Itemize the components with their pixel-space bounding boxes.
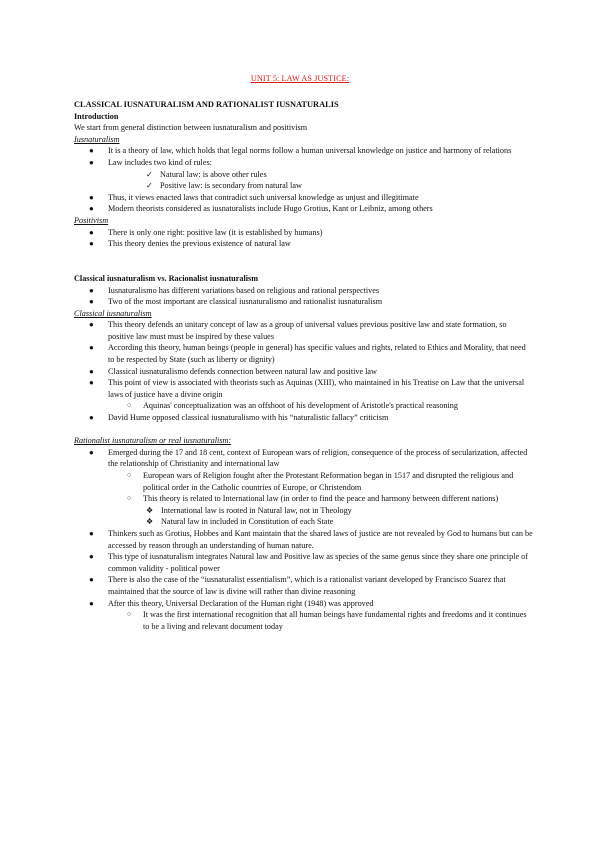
- bullet-dot-icon: ●: [89, 366, 94, 376]
- list-item: ● Iusnaturalismo has different variations based on religious and rational perspectives: [89, 285, 380, 295]
- bullet-circle-icon: ○: [127, 610, 132, 619]
- bullet-dot-icon: ●: [89, 413, 94, 423]
- unit-title: UNIT 5: LAW AS JUSTICE:: [250, 74, 350, 83]
- variations-list: [74, 285, 534, 308]
- bullet-dot-icon: ●: [89, 297, 94, 307]
- list-item: ● Two of the most important are classical iusnaturalismo and rationalist iusnaturalism: [89, 297, 383, 307]
- bullet-dot-icon: ●: [89, 285, 94, 295]
- diamond-bullet-icon: ❖: [146, 517, 154, 527]
- list-item: ❖ Natural law in included in Constitution of each State: [146, 517, 334, 527]
- list-item: ● David Hume opposed classical iusnaturalismo with his “naturalistic fallacy” criticism: [89, 413, 389, 423]
- bullet-circle-icon: ○: [127, 471, 132, 479]
- section-heading-classical-vs-rationalist: Classical iusnaturalism vs. Racionalist iusnaturalism: [74, 273, 259, 283]
- rationalist-iusnaturalism-label: Rationalist iusnaturalism or real iusnaturalism:: [74, 436, 232, 446]
- bullet-dot-icon: ●: [89, 320, 94, 330]
- list-item: ● Emerged during the 17 and 18 cent, context of European wars of religion, consequence of the process of secularization, affected the relationship of Christianity and international law: [89, 447, 528, 469]
- bullet-dot-icon: ●: [89, 378, 94, 388]
- list-item: ✓ Natural law: is above other rules: [146, 169, 267, 179]
- bullet-dot-icon: ●: [89, 239, 94, 249]
- bullet-dot-icon: ●: [89, 552, 94, 562]
- list-item: ● Thus, it views enacted laws that contradict such universal knowledge as unjust and illegitimate: [89, 192, 419, 202]
- bullet-dot-icon: ●: [89, 447, 94, 457]
- list-item: ○ It was the first international recognition that all human beings have fundamental rights and freedoms and it continues to be a living and relevant document today: [127, 610, 527, 631]
- list-item: ● After this theory, Universal Declaration of the Human right (1948) was approved: [89, 598, 374, 608]
- list-item: ● Modern theorists considered as iusnaturalists include Hugo Grotius, Kant or Leibniz, among others: [89, 204, 433, 214]
- bullet-dot-icon: ●: [89, 528, 94, 538]
- checkmark-icon: ✓: [146, 169, 153, 179]
- bullet-dot-icon: ●: [89, 598, 94, 608]
- list-item: ○ European wars of Religion fought after the Protestant Reformation began in 1517 and disrupted the religious and political order in the Catholic countries of Europe, or Christendom: [127, 471, 514, 492]
- list-item: ✓ Positive law: is secondary from natural law: [146, 181, 302, 191]
- list-item: ● This theory defends an unitary concept of law as a group of universal values previous positive law and state formation, so positive law must must be inspired by these values: [89, 320, 507, 341]
- bullet-dot-icon: ●: [89, 192, 94, 202]
- bullet-dot-icon: ●: [89, 157, 94, 167]
- diamond-bullet-icon: ❖: [146, 505, 154, 515]
- list-item: ● According this theory, human beings (people in general) has specific values and rights, related to Ethics and Morality, that need to be respected by State (such as liberty or dignity): [89, 343, 526, 365]
- rationalist-iusnaturalism-list: [74, 447, 534, 633]
- checkmark-icon: ✓: [146, 181, 153, 191]
- classical-iusnaturalism-list: [74, 319, 534, 423]
- bullet-dot-icon: ●: [89, 575, 94, 585]
- list-item: ● Law includes two kind of rules:: [89, 157, 212, 167]
- list-item: ● This type of iusnaturalism integrates Natural law and Positive law as species of the same genus since they share one principle of common validity - political power: [89, 552, 528, 573]
- bullet-circle-icon: ○: [127, 401, 132, 410]
- bullet-dot-icon: ●: [89, 146, 94, 156]
- introduction-text: We start from general distinction between iusnaturalism and positivism: [74, 123, 308, 133]
- positivism-list: [74, 227, 534, 250]
- list-item: ● There is only one right: positive law (it is established by humans): [89, 227, 323, 237]
- positivism-label: Positivism: [74, 215, 109, 225]
- bullet-circle-icon: ○: [127, 494, 132, 503]
- list-item: ○ This theory is related to International law (in order to find the peace and harmony between different nations): [127, 494, 499, 504]
- iusnaturalism-list: [74, 145, 534, 215]
- bullet-dot-icon: ●: [89, 343, 94, 353]
- classical-iusnaturalism-label: Classical iusnaturalism: [74, 308, 152, 318]
- list-item: ● It is a theory of law, which holds that legal norms follow a human universal knowledge on justice and harmony of relations: [89, 146, 512, 156]
- iusnaturalism-label: Iusnaturalism: [74, 134, 120, 144]
- list-item: ● Thinkers such as Grotius, Hobbes and Kant maintain that the shared laws of justice are not revealed by God to humans but can be accessed by reason through an understanding of human nature.: [89, 528, 533, 550]
- list-item: ● This theory denies the previous existence of natural law: [89, 239, 291, 249]
- list-item: ● This point of view is associated with theorists such as Aquinas (XIII), who maintained in his Treatise on Law that the universal laws of justice have a divine origin: [89, 378, 525, 399]
- list-item: ❖ International law is rooted in Natural law, not in Theology: [146, 505, 352, 515]
- bullet-dot-icon: ●: [89, 204, 94, 214]
- document-body: [74, 99, 534, 632]
- section-heading-classical-rationalist: CLASSICAL IUSNATURALISM AND RATIONALIST IUSNATURALIS: [74, 100, 339, 109]
- bullet-dot-icon: ●: [89, 227, 94, 237]
- list-item: ○ Aquinas' conceptualization was an offshoot of his development of Aristotle's practical reasoning: [127, 401, 458, 411]
- introduction-heading: Introduction: [74, 111, 119, 121]
- list-item: ● Classical iusnaturalismo defends connection between natural law and positive law: [89, 366, 377, 376]
- list-item: ● There is also the case of the “iusnaturalist essentialism”, which is a rationalist variant developed by Francisco Suarez that maintained that the source of law is divine will rather than divine reasoning: [89, 575, 506, 596]
